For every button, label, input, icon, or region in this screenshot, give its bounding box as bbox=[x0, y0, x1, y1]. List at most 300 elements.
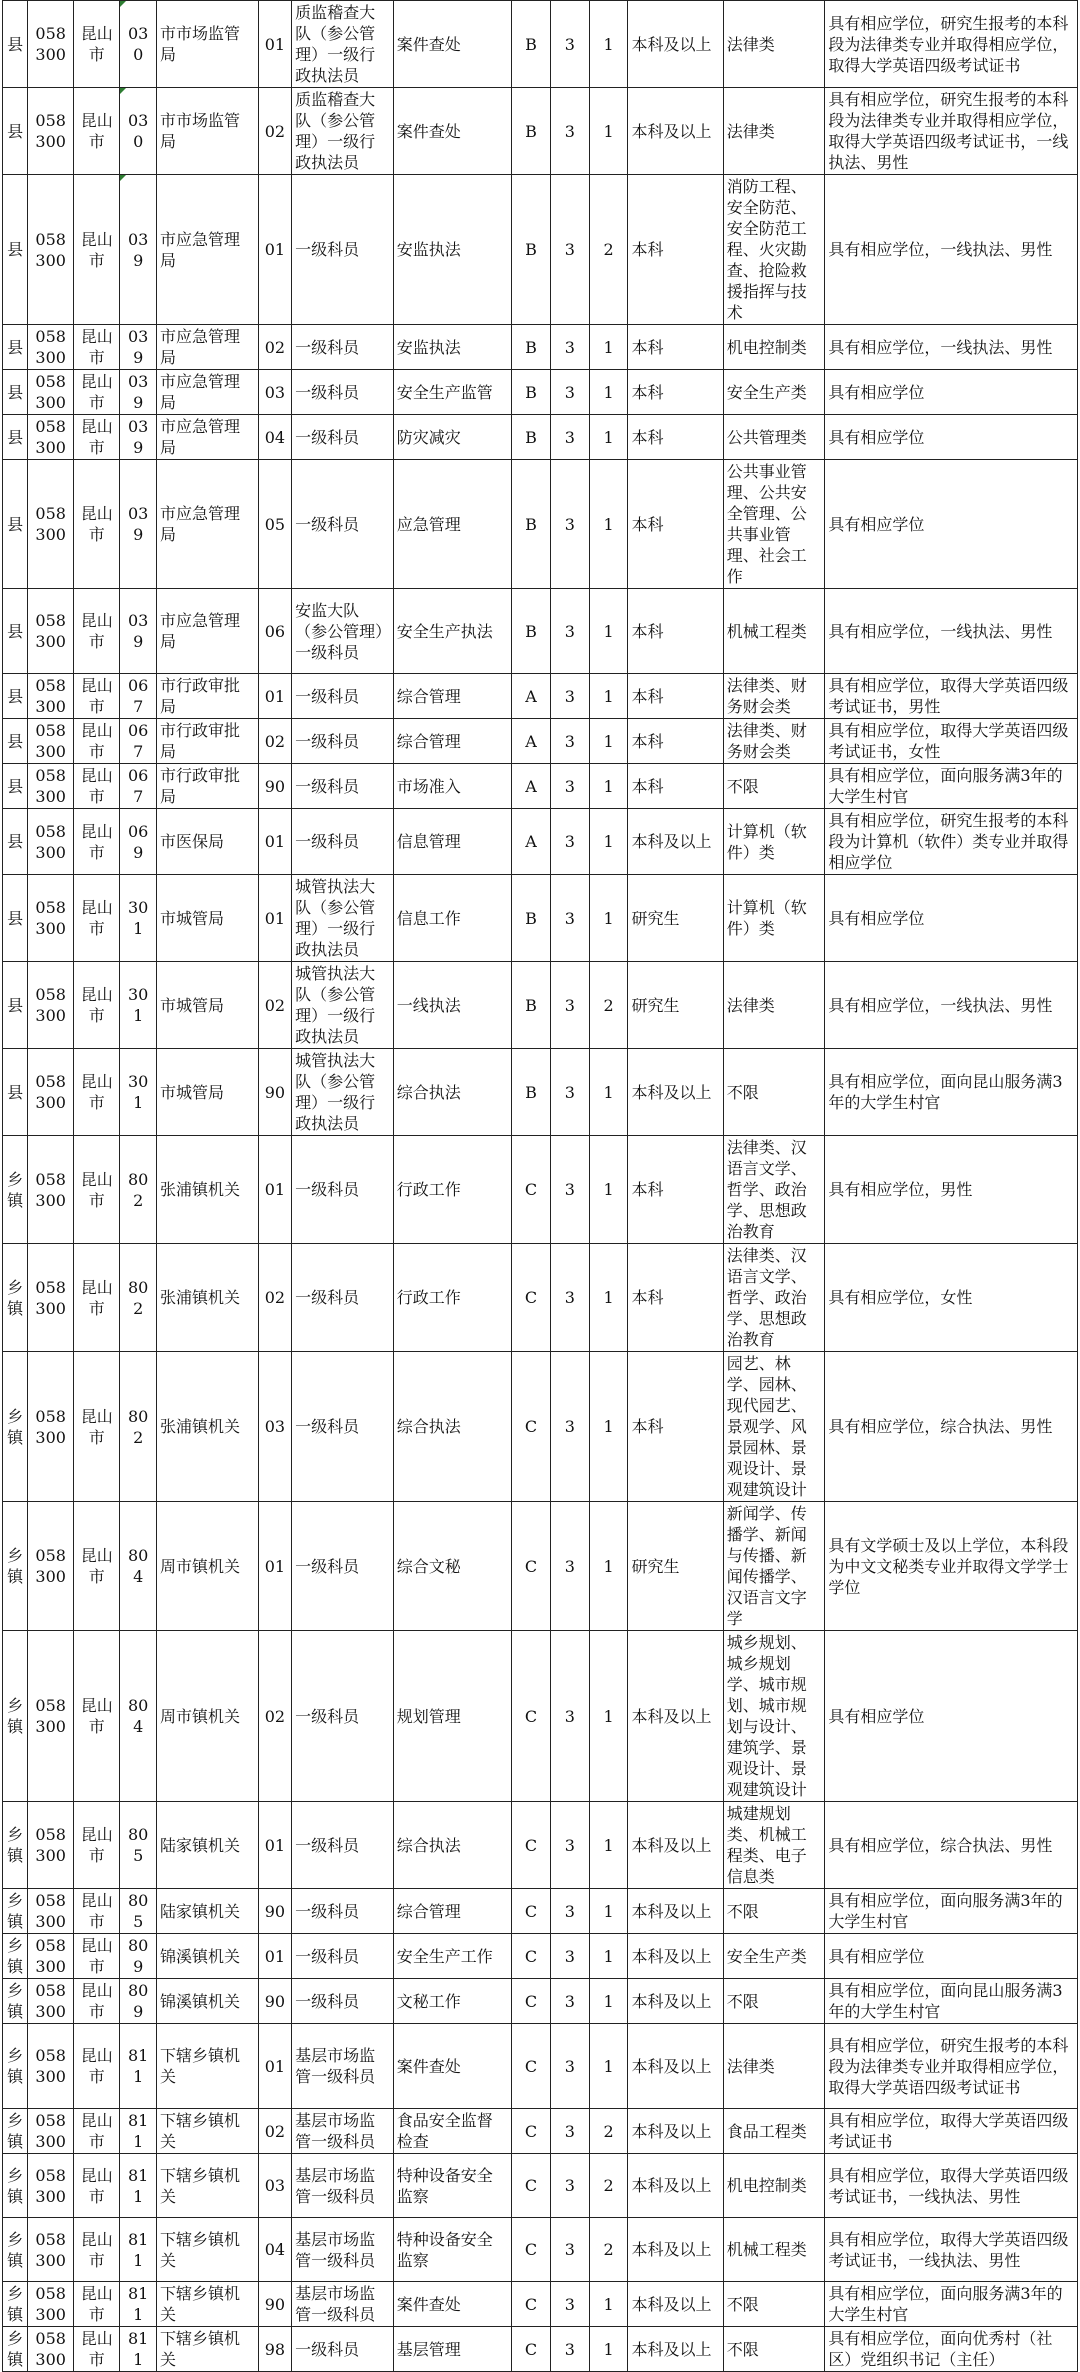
department-cell: 市应急管理局 bbox=[156, 589, 258, 674]
region-code-cell: 058300 bbox=[28, 809, 74, 875]
quota-ratio-cell: 3 bbox=[550, 674, 589, 719]
city-name-cell: 昆山市 bbox=[74, 415, 120, 460]
position-title-cell: 一级科员 bbox=[292, 415, 394, 460]
education-cell: 本科及以上 bbox=[628, 1631, 723, 1802]
job-duty-cell: 基层管理 bbox=[393, 2327, 511, 2372]
quota-ratio-cell: 3 bbox=[550, 962, 589, 1049]
major-cell: 新闻学、传播学、新闻与传播、新闻传播学、汉语言文字学 bbox=[723, 1502, 825, 1631]
city-name-cell: 昆山市 bbox=[74, 1, 120, 88]
major-cell: 不限 bbox=[723, 1889, 825, 1934]
quota-ratio-cell: 3 bbox=[550, 1244, 589, 1352]
department-cell: 市医保局 bbox=[156, 809, 258, 875]
table-row bbox=[3, 1631, 1078, 1802]
region-level-cell: 乡镇 bbox=[3, 2218, 28, 2282]
city-name-cell: 昆山市 bbox=[74, 1352, 120, 1502]
region-level-cell: 乡镇 bbox=[3, 2024, 28, 2109]
region-code-cell: 058300 bbox=[28, 2024, 74, 2109]
dept-code-cell: 811 bbox=[120, 2024, 157, 2109]
exam-category-cell: A bbox=[512, 809, 551, 875]
exam-category-cell: B bbox=[512, 875, 551, 962]
position-title-cell: 一级科员 bbox=[292, 1352, 394, 1502]
department-cell: 周市镇机关 bbox=[156, 1502, 258, 1631]
position-code-cell: 01 bbox=[258, 2024, 292, 2109]
education-cell: 本科及以上 bbox=[628, 88, 723, 175]
major-cell: 法律类、汉语言文学、哲学、政治学、思想政治教育 bbox=[723, 1244, 825, 1352]
headcount-cell: 2 bbox=[589, 2109, 628, 2154]
position-title-cell: 基层市场监管一级科员 bbox=[292, 2024, 394, 2109]
requirements-cell: 具有相应学位 bbox=[825, 460, 1078, 589]
exam-category-cell: C bbox=[512, 2282, 551, 2327]
exam-category-cell: A bbox=[512, 674, 551, 719]
position-code-cell: 90 bbox=[258, 764, 292, 809]
region-level-cell: 县 bbox=[3, 370, 28, 415]
requirements-cell: 具有相应学位，一线执法、男性 bbox=[825, 175, 1078, 325]
education-cell: 本科及以上 bbox=[628, 1934, 723, 1979]
city-name-cell: 昆山市 bbox=[74, 764, 120, 809]
region-code-cell: 058300 bbox=[28, 2327, 74, 2372]
dept-code-cell: 805 bbox=[120, 1802, 157, 1889]
headcount-cell: 1 bbox=[589, 875, 628, 962]
headcount-cell: 1 bbox=[589, 1934, 628, 1979]
department-cell: 市行政审批局 bbox=[156, 674, 258, 719]
region-level-cell: 县 bbox=[3, 809, 28, 875]
dept-code-cell: 804 bbox=[120, 1631, 157, 1802]
job-duty-cell: 安全生产监管 bbox=[393, 370, 511, 415]
region-level-cell: 乡镇 bbox=[3, 2327, 28, 2372]
exam-category-cell: C bbox=[512, 1244, 551, 1352]
job-duty-cell: 案件查处 bbox=[393, 1, 511, 88]
position-title-cell: 一级科员 bbox=[292, 1979, 394, 2024]
job-duty-cell: 综合执法 bbox=[393, 1352, 511, 1502]
quota-ratio-cell: 3 bbox=[550, 875, 589, 962]
region-code-cell: 058300 bbox=[28, 2154, 74, 2218]
position-code-cell: 98 bbox=[258, 2327, 292, 2372]
dept-code-cell: 030 bbox=[120, 1, 157, 88]
region-code-cell: 058300 bbox=[28, 674, 74, 719]
quota-ratio-cell: 3 bbox=[550, 1979, 589, 2024]
headcount-cell: 1 bbox=[589, 764, 628, 809]
table-row bbox=[3, 1352, 1078, 1502]
region-level-cell: 乡镇 bbox=[3, 1631, 28, 1802]
table-row bbox=[3, 460, 1078, 589]
exam-category-cell: B bbox=[512, 1049, 551, 1136]
headcount-cell: 1 bbox=[589, 674, 628, 719]
department-cell: 陆家镇机关 bbox=[156, 1802, 258, 1889]
city-name-cell: 昆山市 bbox=[74, 1244, 120, 1352]
city-name-cell: 昆山市 bbox=[74, 2282, 120, 2327]
major-cell: 不限 bbox=[723, 764, 825, 809]
headcount-cell: 2 bbox=[589, 962, 628, 1049]
major-cell: 机电控制类 bbox=[723, 325, 825, 370]
requirements-cell: 具有相应学位，面向优秀村（社区）党组织书记（主任） bbox=[825, 2327, 1078, 2372]
table-body bbox=[3, 1, 1078, 2372]
city-name-cell: 昆山市 bbox=[74, 2024, 120, 2109]
headcount-cell: 1 bbox=[589, 1979, 628, 2024]
major-cell: 法律类、财务财会类 bbox=[723, 719, 825, 764]
exam-category-cell: C bbox=[512, 1802, 551, 1889]
region-level-cell: 县 bbox=[3, 719, 28, 764]
requirements-cell: 具有相应学位，综合执法、男性 bbox=[825, 1802, 1078, 1889]
city-name-cell: 昆山市 bbox=[74, 2109, 120, 2154]
dept-code-cell: 039 bbox=[120, 370, 157, 415]
job-duty-cell: 安全生产工作 bbox=[393, 1934, 511, 1979]
quota-ratio-cell: 3 bbox=[550, 370, 589, 415]
city-name-cell: 昆山市 bbox=[74, 1934, 120, 1979]
quota-ratio-cell: 3 bbox=[550, 325, 589, 370]
requirements-cell: 具有相应学位，一线执法、男性 bbox=[825, 589, 1078, 674]
quota-ratio-cell: 3 bbox=[550, 1, 589, 88]
department-cell: 市城管局 bbox=[156, 962, 258, 1049]
exam-category-cell: B bbox=[512, 415, 551, 460]
position-code-cell: 01 bbox=[258, 875, 292, 962]
city-name-cell: 昆山市 bbox=[74, 460, 120, 589]
region-code-cell: 058300 bbox=[28, 1502, 74, 1631]
requirements-cell: 具有相应学位 bbox=[825, 875, 1078, 962]
dept-code-cell: 802 bbox=[120, 1244, 157, 1352]
region-level-cell: 县 bbox=[3, 460, 28, 589]
quota-ratio-cell: 3 bbox=[550, 2024, 589, 2109]
department-cell: 下辖乡镇机关 bbox=[156, 2327, 258, 2372]
department-cell: 市行政审批局 bbox=[156, 764, 258, 809]
education-cell: 本科 bbox=[628, 415, 723, 460]
city-name-cell: 昆山市 bbox=[74, 1136, 120, 1244]
requirements-cell: 具有相应学位，研究生报考的本科段为法律类专业并取得相应学位，取得大学英语四级考试证书 bbox=[825, 2024, 1078, 2109]
major-cell: 法律类、汉语言文学、哲学、政治学、思想政治教育 bbox=[723, 1136, 825, 1244]
dept-code-cell: 809 bbox=[120, 1979, 157, 2024]
education-cell: 本科 bbox=[628, 674, 723, 719]
requirements-cell: 具有相应学位，一线执法、男性 bbox=[825, 325, 1078, 370]
position-title-cell: 一级科员 bbox=[292, 2327, 394, 2372]
position-code-cell: 01 bbox=[258, 1502, 292, 1631]
requirements-cell: 具有相应学位，面向昆山服务满3年的大学生村官 bbox=[825, 1049, 1078, 1136]
exam-category-cell: A bbox=[512, 719, 551, 764]
position-code-cell: 90 bbox=[258, 1979, 292, 2024]
position-code-cell: 90 bbox=[258, 1049, 292, 1136]
department-cell: 张浦镇机关 bbox=[156, 1352, 258, 1502]
requirements-cell: 具有相应学位 bbox=[825, 1631, 1078, 1802]
position-code-cell: 02 bbox=[258, 325, 292, 370]
job-duty-cell: 信息工作 bbox=[393, 875, 511, 962]
dept-code-cell: 069 bbox=[120, 809, 157, 875]
education-cell: 研究生 bbox=[628, 1502, 723, 1631]
position-title-cell: 基层市场监管一级科员 bbox=[292, 2218, 394, 2282]
region-code-cell: 058300 bbox=[28, 764, 74, 809]
position-title-cell: 城管执法大队（参公管理）一级行政执法员 bbox=[292, 875, 394, 962]
quota-ratio-cell: 3 bbox=[550, 415, 589, 460]
region-level-cell: 乡镇 bbox=[3, 1136, 28, 1244]
quota-ratio-cell: 3 bbox=[550, 1502, 589, 1631]
region-code-cell: 058300 bbox=[28, 1631, 74, 1802]
headcount-cell: 2 bbox=[589, 2154, 628, 2218]
city-name-cell: 昆山市 bbox=[74, 1889, 120, 1934]
exam-category-cell: B bbox=[512, 589, 551, 674]
quota-ratio-cell: 3 bbox=[550, 1802, 589, 1889]
exam-category-cell: C bbox=[512, 2024, 551, 2109]
job-duty-cell: 综合管理 bbox=[393, 1889, 511, 1934]
position-code-cell: 04 bbox=[258, 415, 292, 460]
table-row bbox=[3, 175, 1078, 325]
position-title-cell: 一级科员 bbox=[292, 674, 394, 719]
major-cell: 机械工程类 bbox=[723, 2218, 825, 2282]
exam-category-cell: C bbox=[512, 2327, 551, 2372]
department-cell: 市城管局 bbox=[156, 875, 258, 962]
major-cell: 城建规划类、机械工程类、电子信息类 bbox=[723, 1802, 825, 1889]
position-title-cell: 一级科员 bbox=[292, 719, 394, 764]
quota-ratio-cell: 3 bbox=[550, 1352, 589, 1502]
requirements-cell: 具有相应学位，取得大学英语四级考试证书，一线执法、男性 bbox=[825, 2154, 1078, 2218]
region-level-cell: 乡镇 bbox=[3, 1889, 28, 1934]
city-name-cell: 昆山市 bbox=[74, 1802, 120, 1889]
major-cell: 法律类 bbox=[723, 2024, 825, 2109]
dept-code-cell: 811 bbox=[120, 2154, 157, 2218]
region-level-cell: 乡镇 bbox=[3, 1979, 28, 2024]
job-duty-cell: 安全生产执法 bbox=[393, 589, 511, 674]
quota-ratio-cell: 3 bbox=[550, 88, 589, 175]
major-cell: 城乡规划、城乡规划学、城市规划、城市规划与设计、建筑学、景观设计、景观建筑设计 bbox=[723, 1631, 825, 1802]
major-cell: 不限 bbox=[723, 2282, 825, 2327]
requirements-cell: 具有相应学位，一线执法、男性 bbox=[825, 962, 1078, 1049]
exam-category-cell: C bbox=[512, 2154, 551, 2218]
quota-ratio-cell: 3 bbox=[550, 719, 589, 764]
position-code-cell: 02 bbox=[258, 719, 292, 764]
table-row bbox=[3, 809, 1078, 875]
region-level-cell: 乡镇 bbox=[3, 1802, 28, 1889]
position-code-cell: 03 bbox=[258, 1352, 292, 1502]
department-cell: 下辖乡镇机关 bbox=[156, 2109, 258, 2154]
exam-category-cell: A bbox=[512, 764, 551, 809]
position-title-cell: 质监稽查大队（参公管理）一级行政执法员 bbox=[292, 88, 394, 175]
city-name-cell: 昆山市 bbox=[74, 589, 120, 674]
department-cell: 张浦镇机关 bbox=[156, 1244, 258, 1352]
city-name-cell: 昆山市 bbox=[74, 1631, 120, 1802]
region-code-cell: 058300 bbox=[28, 325, 74, 370]
job-duty-cell: 一线执法 bbox=[393, 962, 511, 1049]
education-cell: 本科及以上 bbox=[628, 2327, 723, 2372]
exam-category-cell: C bbox=[512, 1934, 551, 1979]
city-name-cell: 昆山市 bbox=[74, 370, 120, 415]
dept-code-cell: 805 bbox=[120, 1889, 157, 1934]
education-cell: 研究生 bbox=[628, 875, 723, 962]
major-cell: 法律类 bbox=[723, 962, 825, 1049]
quota-ratio-cell: 3 bbox=[550, 589, 589, 674]
position-title-cell: 基层市场监管一级科员 bbox=[292, 2109, 394, 2154]
headcount-cell: 1 bbox=[589, 460, 628, 589]
education-cell: 本科 bbox=[628, 764, 723, 809]
region-level-cell: 县 bbox=[3, 1, 28, 88]
region-code-cell: 058300 bbox=[28, 1049, 74, 1136]
table-row bbox=[3, 2327, 1078, 2372]
headcount-cell: 1 bbox=[589, 415, 628, 460]
region-level-cell: 乡镇 bbox=[3, 1934, 28, 1979]
position-code-cell: 90 bbox=[258, 2282, 292, 2327]
job-duty-cell: 安监执法 bbox=[393, 325, 511, 370]
position-code-cell: 01 bbox=[258, 809, 292, 875]
headcount-cell: 1 bbox=[589, 1352, 628, 1502]
education-cell: 研究生 bbox=[628, 962, 723, 1049]
dept-code-cell: 804 bbox=[120, 1502, 157, 1631]
city-name-cell: 昆山市 bbox=[74, 1049, 120, 1136]
dept-code-cell: 301 bbox=[120, 962, 157, 1049]
department-cell: 市应急管理局 bbox=[156, 325, 258, 370]
region-code-cell: 058300 bbox=[28, 1979, 74, 2024]
major-cell: 法律类、财务财会类 bbox=[723, 674, 825, 719]
table-row bbox=[3, 2282, 1078, 2327]
job-duty-cell: 防灾减灾 bbox=[393, 415, 511, 460]
region-code-cell: 058300 bbox=[28, 460, 74, 589]
city-name-cell: 昆山市 bbox=[74, 875, 120, 962]
education-cell: 本科及以上 bbox=[628, 1889, 723, 1934]
table-row bbox=[3, 1802, 1078, 1889]
region-level-cell: 县 bbox=[3, 175, 28, 325]
city-name-cell: 昆山市 bbox=[74, 2154, 120, 2218]
position-title-cell: 城管执法大队（参公管理）一级行政执法员 bbox=[292, 1049, 394, 1136]
requirements-cell: 具有相应学位，面向服务满3年的大学生村官 bbox=[825, 764, 1078, 809]
quota-ratio-cell: 3 bbox=[550, 460, 589, 589]
table-row bbox=[3, 325, 1078, 370]
position-code-cell: 01 bbox=[258, 1802, 292, 1889]
position-code-cell: 03 bbox=[258, 370, 292, 415]
region-code-cell: 058300 bbox=[28, 415, 74, 460]
position-title-cell: 一级科员 bbox=[292, 809, 394, 875]
table-row bbox=[3, 719, 1078, 764]
table-row bbox=[3, 2154, 1078, 2218]
region-level-cell: 县 bbox=[3, 325, 28, 370]
table-row bbox=[3, 1502, 1078, 1631]
headcount-cell: 1 bbox=[589, 1244, 628, 1352]
table-row bbox=[3, 764, 1078, 809]
dept-code-cell: 067 bbox=[120, 674, 157, 719]
table-row bbox=[3, 1889, 1078, 1934]
position-code-cell: 02 bbox=[258, 1244, 292, 1352]
major-cell: 安全生产类 bbox=[723, 370, 825, 415]
major-cell: 公共管理类 bbox=[723, 415, 825, 460]
table-row bbox=[3, 2024, 1078, 2109]
requirements-cell: 具有相应学位，研究生报考的本科段为计算机（软件）类专业并取得相应学位 bbox=[825, 809, 1078, 875]
headcount-cell: 1 bbox=[589, 2327, 628, 2372]
position-code-cell: 01 bbox=[258, 1, 292, 88]
region-code-cell: 058300 bbox=[28, 175, 74, 325]
city-name-cell: 昆山市 bbox=[74, 88, 120, 175]
requirements-cell: 具有相应学位 bbox=[825, 415, 1078, 460]
education-cell: 本科及以上 bbox=[628, 1979, 723, 2024]
requirements-cell: 具有相应学位，取得大学英语四级考试证书，男性 bbox=[825, 674, 1078, 719]
education-cell: 本科 bbox=[628, 370, 723, 415]
requirements-cell: 具有相应学位，面向服务满3年的大学生村官 bbox=[825, 2282, 1078, 2327]
city-name-cell: 昆山市 bbox=[74, 2327, 120, 2372]
education-cell: 本科 bbox=[628, 719, 723, 764]
quota-ratio-cell: 3 bbox=[550, 1934, 589, 1979]
requirements-cell: 具有相应学位，面向服务满3年的大学生村官 bbox=[825, 1889, 1078, 1934]
department-cell: 下辖乡镇机关 bbox=[156, 2154, 258, 2218]
department-cell: 陆家镇机关 bbox=[156, 1889, 258, 1934]
position-code-cell: 03 bbox=[258, 2154, 292, 2218]
city-name-cell: 昆山市 bbox=[74, 809, 120, 875]
job-duty-cell: 信息管理 bbox=[393, 809, 511, 875]
major-cell: 计算机（软件）类 bbox=[723, 875, 825, 962]
requirements-cell: 具有相应学位，面向昆山服务满3年的大学生村官 bbox=[825, 1979, 1078, 2024]
quota-ratio-cell: 3 bbox=[550, 809, 589, 875]
position-title-cell: 安监大队（参公管理）一级科员 bbox=[292, 589, 394, 674]
position-code-cell: 05 bbox=[258, 460, 292, 589]
department-cell: 市应急管理局 bbox=[156, 370, 258, 415]
major-cell: 法律类 bbox=[723, 88, 825, 175]
job-duty-cell: 综合执法 bbox=[393, 1049, 511, 1136]
job-duty-cell: 综合管理 bbox=[393, 719, 511, 764]
headcount-cell: 1 bbox=[589, 1889, 628, 1934]
table-row bbox=[3, 875, 1078, 962]
major-cell: 法律类 bbox=[723, 1, 825, 88]
region-level-cell: 县 bbox=[3, 674, 28, 719]
major-cell: 消防工程、安全防范、安全防范工程、火灾勘查、抢险救援指挥与技术 bbox=[723, 175, 825, 325]
region-level-cell: 乡镇 bbox=[3, 2154, 28, 2218]
department-cell: 下辖乡镇机关 bbox=[156, 2218, 258, 2282]
job-duty-cell: 案件查处 bbox=[393, 88, 511, 175]
recruitment-table bbox=[2, 0, 1078, 2372]
education-cell: 本科及以上 bbox=[628, 1049, 723, 1136]
job-duty-cell: 食品安全监督检查 bbox=[393, 2109, 511, 2154]
exam-category-cell: B bbox=[512, 88, 551, 175]
headcount-cell: 1 bbox=[589, 589, 628, 674]
quota-ratio-cell: 3 bbox=[550, 1631, 589, 1802]
region-level-cell: 县 bbox=[3, 764, 28, 809]
headcount-cell: 1 bbox=[589, 1, 628, 88]
region-code-cell: 058300 bbox=[28, 1244, 74, 1352]
headcount-cell: 1 bbox=[589, 719, 628, 764]
city-name-cell: 昆山市 bbox=[74, 1979, 120, 2024]
position-title-cell: 一级科员 bbox=[292, 1136, 394, 1244]
exam-category-cell: C bbox=[512, 1979, 551, 2024]
table-row bbox=[3, 589, 1078, 674]
position-title-cell: 一级科员 bbox=[292, 1889, 394, 1934]
quota-ratio-cell: 3 bbox=[550, 175, 589, 325]
major-cell: 机械工程类 bbox=[723, 589, 825, 674]
city-name-cell: 昆山市 bbox=[74, 1502, 120, 1631]
region-code-cell: 058300 bbox=[28, 719, 74, 764]
table-row bbox=[3, 2109, 1078, 2154]
region-level-cell: 县 bbox=[3, 1049, 28, 1136]
position-code-cell: 02 bbox=[258, 88, 292, 175]
major-cell: 不限 bbox=[723, 1049, 825, 1136]
major-cell: 园艺、林学、园林、现代园艺、景观学、风景园林、景观设计、景观建筑设计 bbox=[723, 1352, 825, 1502]
education-cell: 本科 bbox=[628, 589, 723, 674]
education-cell: 本科及以上 bbox=[628, 2218, 723, 2282]
job-duty-cell: 安监执法 bbox=[393, 175, 511, 325]
position-title-cell: 一级科员 bbox=[292, 1802, 394, 1889]
job-duty-cell: 综合管理 bbox=[393, 674, 511, 719]
dept-code-cell: 802 bbox=[120, 1352, 157, 1502]
education-cell: 本科及以上 bbox=[628, 2154, 723, 2218]
position-title-cell: 基层市场监管一级科员 bbox=[292, 2154, 394, 2218]
department-cell: 周市镇机关 bbox=[156, 1631, 258, 1802]
position-title-cell: 质监稽查大队（参公管理）一级行政执法员 bbox=[292, 1, 394, 88]
education-cell: 本科及以上 bbox=[628, 2024, 723, 2109]
job-duty-cell: 综合执法 bbox=[393, 1802, 511, 1889]
region-code-cell: 058300 bbox=[28, 1352, 74, 1502]
requirements-cell: 具有相应学位，女性 bbox=[825, 1244, 1078, 1352]
exam-category-cell: C bbox=[512, 1352, 551, 1502]
dept-code-cell: 039 bbox=[120, 589, 157, 674]
job-duty-cell: 行政工作 bbox=[393, 1136, 511, 1244]
requirements-cell: 具有相应学位 bbox=[825, 1934, 1078, 1979]
headcount-cell: 1 bbox=[589, 2282, 628, 2327]
headcount-cell: 1 bbox=[589, 1802, 628, 1889]
exam-category-cell: B bbox=[512, 962, 551, 1049]
headcount-cell: 1 bbox=[589, 1136, 628, 1244]
table-row bbox=[3, 1244, 1078, 1352]
job-duty-cell: 文秘工作 bbox=[393, 1979, 511, 2024]
quota-ratio-cell: 3 bbox=[550, 764, 589, 809]
city-name-cell: 昆山市 bbox=[74, 674, 120, 719]
